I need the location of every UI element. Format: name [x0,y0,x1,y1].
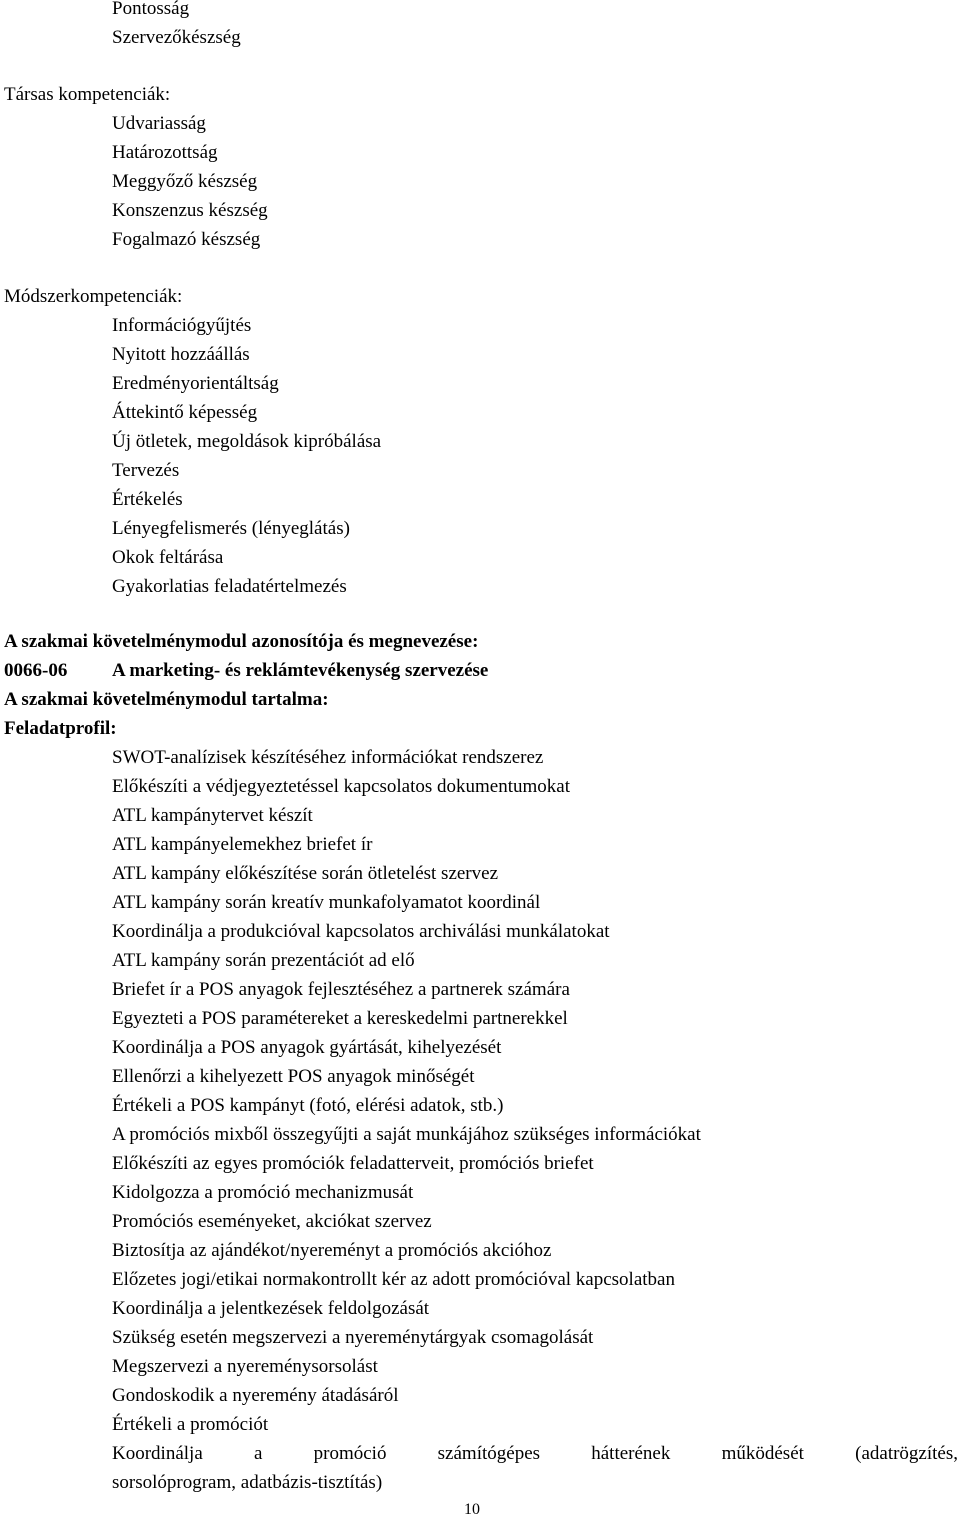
task-item: ATL kampányelemekhez briefet ír [112,834,373,855]
task-item: ATL kampány előkészítése során ötletelést szervez [112,863,499,884]
task-item: Koordinálja a POS anyagok gyártását, kihelyezését [112,1037,502,1058]
module-id-heading: A szakmai követelménymodul azonosítója és megnevezése: [4,631,479,652]
module-content-heading: A szakmai követelménymodul tartalma: [4,689,329,710]
list-item: Új ötletek, megoldások kipróbálása [112,431,382,452]
list-item: Áttekintő képesség [112,402,258,423]
task-item-continuation: sorsolóprogram, adatbázis-tisztítás) [112,1472,383,1493]
task-item: Kidolgozza a promóció mechanizmusát [112,1182,414,1203]
task-item: Briefet ír a POS anyagok fejlesztéséhez a partnerek számára [112,979,570,1000]
list-item: Határozottság [112,142,218,163]
task-item: ATL kampány során prezentációt ad elő [112,950,415,971]
profile-heading: Feladatprofil: [4,718,117,739]
module-code: 0066-06 [4,660,68,681]
task-item: Értékeli a POS kampányt (fotó, elérési adatok, stb.) [112,1095,504,1116]
task-item: Értékeli a promóciót [112,1414,269,1435]
task-item: Gondoskodik a nyeremény átadásáról [112,1385,399,1406]
task-item: Koordinálja a produkcióval kapcsolatos archiválási munkálatokat [112,921,610,942]
task-item: Előkészíti az egyes promóciók feladatterveit, promóciós briefet [112,1153,594,1174]
section-heading-method: Módszerkompetenciák: [4,286,183,307]
list-item: Pontosság [112,0,190,19]
task-item: Koordinálja a jelentkezések feldolgozását [112,1298,430,1319]
task-item: Szükség esetén megszervezi a nyereménytárgyak csomagolását [112,1327,594,1348]
task-item: ATL kampány során kreatív munkafolyamatot koordinál [112,892,541,913]
page-number: 10 [464,1501,480,1518]
list-item: Lényegfelismerés (lényeglátás) [112,518,350,539]
task-item: Ellenőrzi a kihelyezett POS anyagok minőségét [112,1066,475,1087]
section-heading-social: Társas kompetenciák: [4,84,171,105]
list-item: Értékelés [112,489,183,510]
list-item: Okok feltárása [112,547,224,568]
list-item: Tervezés [112,460,180,481]
list-item: Udvariasság [112,113,206,134]
task-item: Előzetes jogi/etikai normakontrollt kér az adott promócióval kapcsolatban [112,1269,675,1290]
task-item: Promóciós eseményeket, akciókat szervez [112,1211,432,1232]
task-item: Megszervezi a nyereménysorsolást [112,1356,378,1377]
list-item: Információgyűjtés [112,315,252,336]
list-item: Szervezőkészség [112,27,241,48]
task-item: Egyezteti a POS paramétereket a kereskedelmi partnerekkel [112,1008,568,1029]
task-item: Biztosítja az ajándékot/nyereményt a promóciós akcióhoz [112,1240,552,1261]
task-item: Előkészíti a védjegyeztetéssel kapcsolatos dokumentumokat [112,776,570,797]
list-item: Fogalmazó készség [112,229,261,250]
module-title: A marketing- és reklámtevékenység szervezése [112,660,489,681]
list-item: Eredményorientáltság [112,373,279,394]
task-item-justified: Koordinálja a promóció számítógépes hátterének működését (adatrögzítés, [112,1443,958,1464]
task-item: ATL kampánytervet készít [112,805,313,826]
task-item: SWOT-analízisek készítéséhez információkat rendszerez [112,747,544,768]
task-item: A promóciós mixből összegyűjti a saját munkájához szükséges információkat [112,1124,701,1145]
list-item: Gyakorlatias feladatértelmezés [112,576,347,597]
list-item: Meggyőző készség [112,171,258,192]
list-item: Nyitott hozzáállás [112,344,250,365]
list-item: Konszenzus készség [112,200,268,221]
